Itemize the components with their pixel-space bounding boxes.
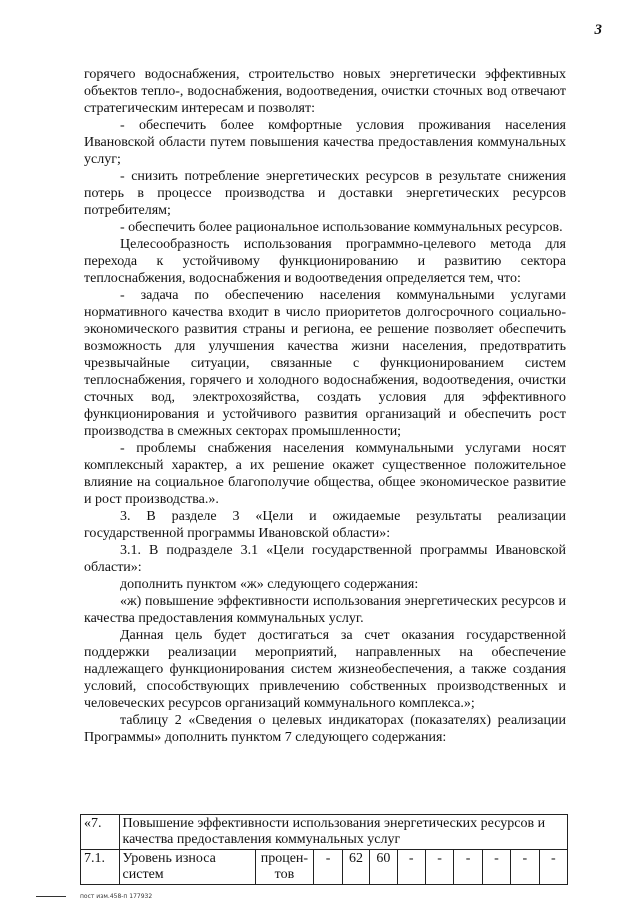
- value-cell: -: [314, 850, 342, 885]
- row-number-cell: «7.: [81, 815, 120, 850]
- indicator-name-cell: Уровень износа систем: [119, 850, 255, 885]
- footer-divider: [36, 896, 66, 897]
- value-cell: -: [539, 850, 567, 885]
- row-number-cell: 7.1.: [81, 850, 120, 885]
- table-row: [81, 815, 568, 850]
- unit-cell: процен-тов: [255, 850, 314, 885]
- value-cell: 60: [370, 850, 397, 885]
- paragraph: - снизить потребление энергетических ресурсов в результате снижения потерь в процессе производства и доставки энергетических ресурсов потребителям;: [84, 169, 566, 218]
- paragraph: горячего водоснабжения, строительство новых энергетически эффективных объектов тепло-, водоснабжения, водоотведения, очистки сточных вод отвечают стратегическим интересам и позволят:: [84, 67, 566, 116]
- value-cell: -: [397, 850, 425, 885]
- table-row: [81, 850, 568, 885]
- value-cell: -: [454, 850, 482, 885]
- paragraph: - обеспечить более рациональное использование коммунальных ресурсов.: [120, 220, 563, 235]
- value-cell: -: [482, 850, 510, 885]
- paragraph: «ж) повышение эффективности использования энергетических ресурсов и качества предоставления коммунальных услуг.: [84, 594, 566, 626]
- paragraph: - задача по обеспечению населения коммунальными услугами нормативного качества входит в число приоритетов долгосрочного социально-экономического развития страны и региона, ее решение позволяет обеспечить возможность для улучшения качества жизни населения, предотвратить чрезвычайные ситуации, связанные с функционированием систем теплоснабжения, горячего и холодного водоснабжения, водоотведения, очистки сточных вод, электрохозяйства, создать условия для эффективного функционирования и устойчивого развития организаций и обеспечить рост производства в смежных секторах промышленности;: [84, 288, 566, 439]
- paragraph: - проблемы снабжения населения коммунальными услугами носят комплексный характер, а их решение окажет существенное положительное влияние на социальное благополучие общества, общее экономическое развитие и рост производства.».: [84, 441, 566, 507]
- value-cell: -: [511, 850, 539, 885]
- footer-code: пост изм.458-п 177932: [80, 893, 153, 900]
- document-body: [84, 66, 566, 746]
- paragraph: таблицу 2 «Сведения о целевых индикаторах (показателях) реализации Программы» дополнить пунктом 7 следующего содержания:: [84, 713, 566, 745]
- goal-cell: Повышение эффективности использования энергетических ресурсов и качества предоставления коммунальных услуг: [119, 815, 567, 850]
- value-cell: 62: [342, 850, 369, 885]
- paragraph: дополнить пунктом «ж» следующего содержания:: [120, 577, 419, 592]
- paragraph: 3.1. В подразделе 3.1 «Цели государственной программы Ивановской области»:: [84, 543, 566, 575]
- paragraph: - обеспечить более комфортные условия проживания населения Ивановской области путем повышения качества предоставления коммунальных услуг;: [84, 118, 566, 167]
- paragraph: Целесообразность использования программно-целевого метода для перехода к устойчивому функционированию и развитию сектора теплоснабжения, водоснабжения и водоотведения определяется тем, что:: [84, 237, 566, 286]
- paragraph: Данная цель будет достигаться за счет оказания государственной поддержки реализации мероприятий, направленных на обеспечение надлежащего функционирования систем жизнеобеспечения, а также создания условий, способствующих привлечению собственных производственных и человеческих ресурсов организаций коммунального комплекса.»;: [84, 628, 566, 711]
- paragraph: 3. В разделе 3 «Цели и ожидаемые результаты реализации государственной программы Ивановской области»:: [84, 509, 566, 541]
- page-number: 3: [594, 22, 602, 38]
- indicators-table: [80, 814, 568, 885]
- value-cell: -: [425, 850, 453, 885]
